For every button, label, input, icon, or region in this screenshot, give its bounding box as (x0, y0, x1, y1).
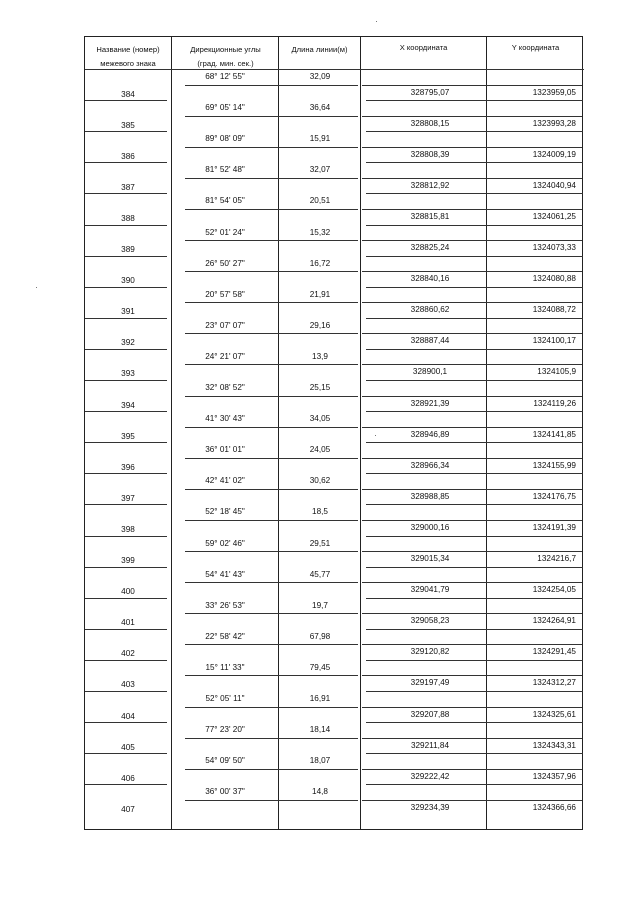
row-divider (85, 473, 167, 474)
segment-length: 18,5 (312, 507, 328, 517)
row-divider (185, 458, 358, 459)
row-divider (185, 240, 358, 241)
row-divider (85, 504, 167, 505)
point-name: 401 (121, 618, 135, 628)
point-y: 1323993,28 (532, 118, 576, 128)
row-divider (185, 582, 358, 583)
segment-length: 13,9 (312, 351, 328, 361)
point-x: 328815,81 (410, 211, 450, 221)
survey-table (84, 36, 583, 830)
segment-angle: 42° 41' 02" (205, 476, 245, 486)
segment-angle: 26° 50' 27" (205, 258, 245, 268)
segment-angle: 32° 08' 52" (205, 383, 245, 392)
segment-length: 45,77 (309, 569, 331, 579)
row-divider (366, 536, 583, 537)
row-divider (362, 147, 582, 148)
point-name: 385 (121, 120, 135, 130)
row-divider (85, 69, 584, 70)
point-name: 407 (121, 804, 135, 814)
segment-angle: 41° 30' 43" (205, 414, 245, 424)
column-divider (171, 37, 172, 829)
row-divider (185, 85, 358, 86)
row-divider (362, 85, 582, 86)
row-divider (366, 256, 583, 257)
point-x: 328795,07 (410, 87, 450, 97)
row-divider (85, 225, 167, 226)
point-x: 328808,39 (410, 149, 450, 159)
row-divider (366, 442, 583, 443)
row-divider (366, 691, 583, 692)
point-y: 1324325,61 (532, 709, 576, 719)
row-divider (366, 225, 583, 226)
row-divider (366, 411, 583, 412)
segment-angle: 33° 26' 53" (205, 600, 245, 610)
segment-angle: 81° 54' 05" (205, 196, 245, 206)
row-divider (362, 800, 582, 801)
row-divider (362, 551, 582, 552)
segment-length: 19,7 (312, 600, 328, 610)
row-divider (366, 629, 583, 630)
point-x: 328812,92 (410, 180, 450, 190)
row-divider (362, 520, 582, 521)
segment-angle: 59° 02' 46" (205, 538, 245, 548)
point-y: 1324176,75 (532, 491, 576, 501)
row-divider (185, 800, 358, 801)
row-divider (85, 380, 167, 381)
point-y: 1324366,66 (532, 802, 576, 812)
segment-angle: 24° 21' 07" (205, 351, 245, 361)
point-y: 1324073,33 (532, 243, 576, 253)
point-name: 396 (121, 462, 135, 472)
row-divider (185, 738, 358, 739)
point-x: 329058,23 (410, 616, 450, 626)
row-divider (362, 302, 582, 303)
segment-length: 30,62 (309, 476, 331, 486)
segment-length: 16,72 (309, 258, 331, 268)
row-divider (362, 613, 582, 614)
row-divider (366, 162, 583, 163)
row-divider (366, 660, 583, 661)
segment-angle: 15° 11' 33" (205, 662, 245, 672)
row-divider (366, 318, 583, 319)
row-divider (85, 162, 167, 163)
point-y: 1324141,85 (532, 429, 576, 439)
point-y: 1324343,31 (532, 740, 576, 750)
row-divider (85, 287, 167, 288)
row-divider (85, 193, 167, 194)
header-angle-line2: (град. мин. сек.) (197, 59, 254, 68)
point-y: 1324264,91 (532, 616, 576, 626)
row-divider (362, 271, 582, 272)
segment-length: 24,05 (309, 445, 331, 455)
row-divider (366, 784, 583, 785)
row-divider (366, 131, 583, 132)
segment-angle: 36° 01' 01" (205, 445, 245, 455)
segment-angle: 20° 57' 58" (205, 289, 245, 299)
point-x: 328900,1 (412, 367, 448, 377)
row-divider (85, 567, 167, 568)
segment-length: 20,51 (309, 196, 331, 206)
point-x: 329197,49 (410, 678, 450, 688)
row-divider (362, 582, 582, 583)
segment-angle: 23° 07' 07" (205, 320, 245, 330)
point-name: 400 (121, 587, 135, 597)
point-x: 329207,88 (410, 709, 450, 719)
row-divider (366, 567, 583, 568)
segment-angle: 36° 00' 37" (205, 787, 245, 797)
row-divider (85, 411, 167, 412)
header-name-line2: межевого знака (100, 59, 156, 68)
point-name: 387 (121, 182, 135, 192)
row-divider (85, 100, 167, 101)
segment-angle: 52° 01' 24" (205, 227, 245, 237)
segment-length: 15,32 (309, 227, 331, 237)
point-x: 328860,62 (410, 305, 450, 315)
row-divider (366, 598, 583, 599)
point-y: 1324061,25 (532, 211, 576, 221)
point-y: 1324312,27 (532, 678, 576, 688)
point-y: 1324357,96 (532, 771, 576, 781)
row-divider (85, 784, 167, 785)
segment-angle: 54° 09' 50" (205, 756, 245, 766)
row-divider (362, 396, 582, 397)
row-divider (366, 349, 583, 350)
point-x: 329015,34 (410, 554, 450, 564)
point-x: 329041,79 (410, 585, 450, 595)
row-divider (185, 551, 358, 552)
row-divider (85, 598, 167, 599)
row-divider (85, 722, 167, 723)
segment-angle: 89° 08' 09" (205, 134, 245, 144)
point-y: 1324080,88 (532, 274, 576, 284)
point-y: 1324088,72 (532, 305, 576, 315)
point-x: 329211,84 (410, 740, 450, 750)
header-length: Длина линии(м) (291, 45, 348, 54)
point-name: 386 (121, 151, 135, 161)
point-x: 328840,16 (410, 274, 450, 284)
row-divider (362, 458, 582, 459)
segment-length: 67,98 (309, 631, 331, 641)
row-divider (362, 489, 582, 490)
row-divider (366, 287, 583, 288)
row-divider (185, 396, 358, 397)
row-divider (362, 738, 582, 739)
segment-length: 32,09 (309, 72, 331, 81)
row-divider (362, 675, 582, 676)
row-divider (85, 442, 167, 443)
segment-angle: 68° 12' 55" (205, 72, 245, 81)
point-name: 394 (121, 400, 135, 410)
row-divider (85, 256, 167, 257)
point-name: 405 (121, 742, 135, 752)
header-x: X координата (399, 43, 448, 52)
segment-length: 15,91 (309, 134, 331, 144)
row-divider (366, 473, 583, 474)
point-x: 328921,39 (410, 398, 450, 408)
segment-angle: 54° 41' 43" (205, 569, 245, 579)
row-divider (85, 753, 167, 754)
row-divider (362, 116, 582, 117)
point-x: 328887,44 (410, 336, 450, 346)
row-divider (362, 209, 582, 210)
point-y: 1324009,19 (532, 149, 576, 159)
row-divider (362, 427, 582, 428)
row-divider (185, 116, 358, 117)
row-divider (362, 707, 582, 708)
point-name: 398 (121, 524, 135, 534)
segment-length: 18,14 (309, 725, 331, 735)
point-y: 1324040,94 (532, 180, 576, 190)
row-divider (185, 675, 358, 676)
row-divider (185, 489, 358, 490)
point-y: 1324155,99 (532, 460, 576, 470)
segment-length: 21,91 (309, 289, 331, 299)
point-x: 329234,39 (410, 802, 450, 812)
column-divider (278, 37, 279, 829)
segment-length: 14,8 (312, 787, 328, 797)
point-x: 328825,24 (410, 243, 450, 253)
point-name: 391 (121, 307, 135, 317)
segment-length: 36,64 (309, 103, 331, 113)
point-x: 329222,42 (410, 771, 450, 781)
segment-angle: 81° 52' 48" (205, 165, 245, 175)
segment-angle: 22° 58' 42" (205, 631, 245, 641)
point-name: 399 (121, 556, 135, 566)
row-divider (362, 769, 582, 770)
row-divider (366, 100, 583, 101)
row-divider (366, 504, 583, 505)
row-divider (185, 178, 358, 179)
scan-speck (36, 287, 37, 288)
segment-length: 34,05 (309, 414, 331, 424)
point-name: 388 (121, 213, 135, 223)
row-divider (366, 193, 583, 194)
point-y: 1324119,26 (533, 398, 576, 408)
segment-angle: 69° 05' 14" (205, 103, 245, 113)
segment-angle: 77° 23' 20" (205, 725, 245, 735)
point-name: 395 (121, 431, 135, 441)
point-name: 404 (121, 711, 135, 721)
point-y: 1324100,17 (532, 336, 576, 346)
row-divider (362, 240, 582, 241)
row-divider (185, 427, 358, 428)
point-x: 328946,89 (410, 429, 450, 439)
row-divider (185, 364, 358, 365)
row-divider (185, 613, 358, 614)
column-divider (360, 37, 361, 829)
row-divider (362, 178, 582, 179)
point-y: 1324216,7 (537, 554, 576, 564)
row-divider (85, 349, 167, 350)
row-divider (362, 364, 582, 365)
row-divider (85, 536, 167, 537)
scan-speck (375, 435, 376, 436)
row-divider (85, 131, 167, 132)
point-name: 389 (121, 245, 135, 255)
point-y: 1324291,45 (532, 647, 576, 657)
point-name: 393 (121, 369, 135, 379)
point-x: 328808,15 (410, 118, 450, 128)
row-divider (185, 769, 358, 770)
point-name: 390 (121, 276, 135, 286)
row-divider (185, 147, 358, 148)
row-divider (185, 209, 358, 210)
column-divider (486, 37, 487, 829)
point-y: 1324105,9 (537, 367, 576, 377)
point-name: 384 (121, 89, 135, 99)
row-divider (185, 707, 358, 708)
segment-length: 25,15 (309, 383, 331, 392)
point-x: 328988,85 (410, 491, 450, 501)
point-y: 1324254,05 (532, 585, 576, 595)
row-divider (362, 333, 582, 334)
row-divider (185, 271, 358, 272)
scan-speck (376, 21, 377, 22)
row-divider (366, 753, 583, 754)
row-divider (366, 722, 583, 723)
segment-length: 18,07 (309, 756, 331, 766)
row-divider (85, 660, 167, 661)
header-y: Y координата (511, 43, 560, 52)
segment-length: 29,51 (309, 538, 331, 548)
row-divider (185, 520, 358, 521)
point-name: 406 (121, 773, 135, 783)
row-divider (185, 302, 358, 303)
row-divider (85, 629, 167, 630)
row-divider (85, 318, 167, 319)
segment-angle: 52° 18' 45" (205, 507, 245, 517)
point-name: 402 (121, 649, 135, 659)
point-x: 329120,82 (410, 647, 450, 657)
point-name: 403 (121, 680, 135, 690)
segment-length: 32,07 (309, 165, 331, 175)
row-divider (362, 644, 582, 645)
segment-length: 79,45 (309, 662, 331, 672)
row-divider (185, 644, 358, 645)
point-y: 1324191,39 (532, 522, 576, 532)
row-divider (85, 691, 167, 692)
row-divider (185, 333, 358, 334)
point-x: 329000,16 (410, 522, 450, 532)
point-name: 392 (121, 338, 135, 348)
segment-angle: 52° 05' 11" (205, 694, 245, 703)
row-divider (366, 380, 583, 381)
point-x: 328966,34 (410, 460, 450, 470)
segment-length: 29,16 (309, 320, 331, 330)
segment-length: 16,91 (309, 694, 331, 703)
point-name: 397 (121, 493, 135, 503)
header-name-line1: Название (номер) (96, 45, 160, 54)
header-angle-line1: Дирекционные углы (190, 45, 261, 54)
point-y: 1323959,05 (532, 87, 576, 97)
